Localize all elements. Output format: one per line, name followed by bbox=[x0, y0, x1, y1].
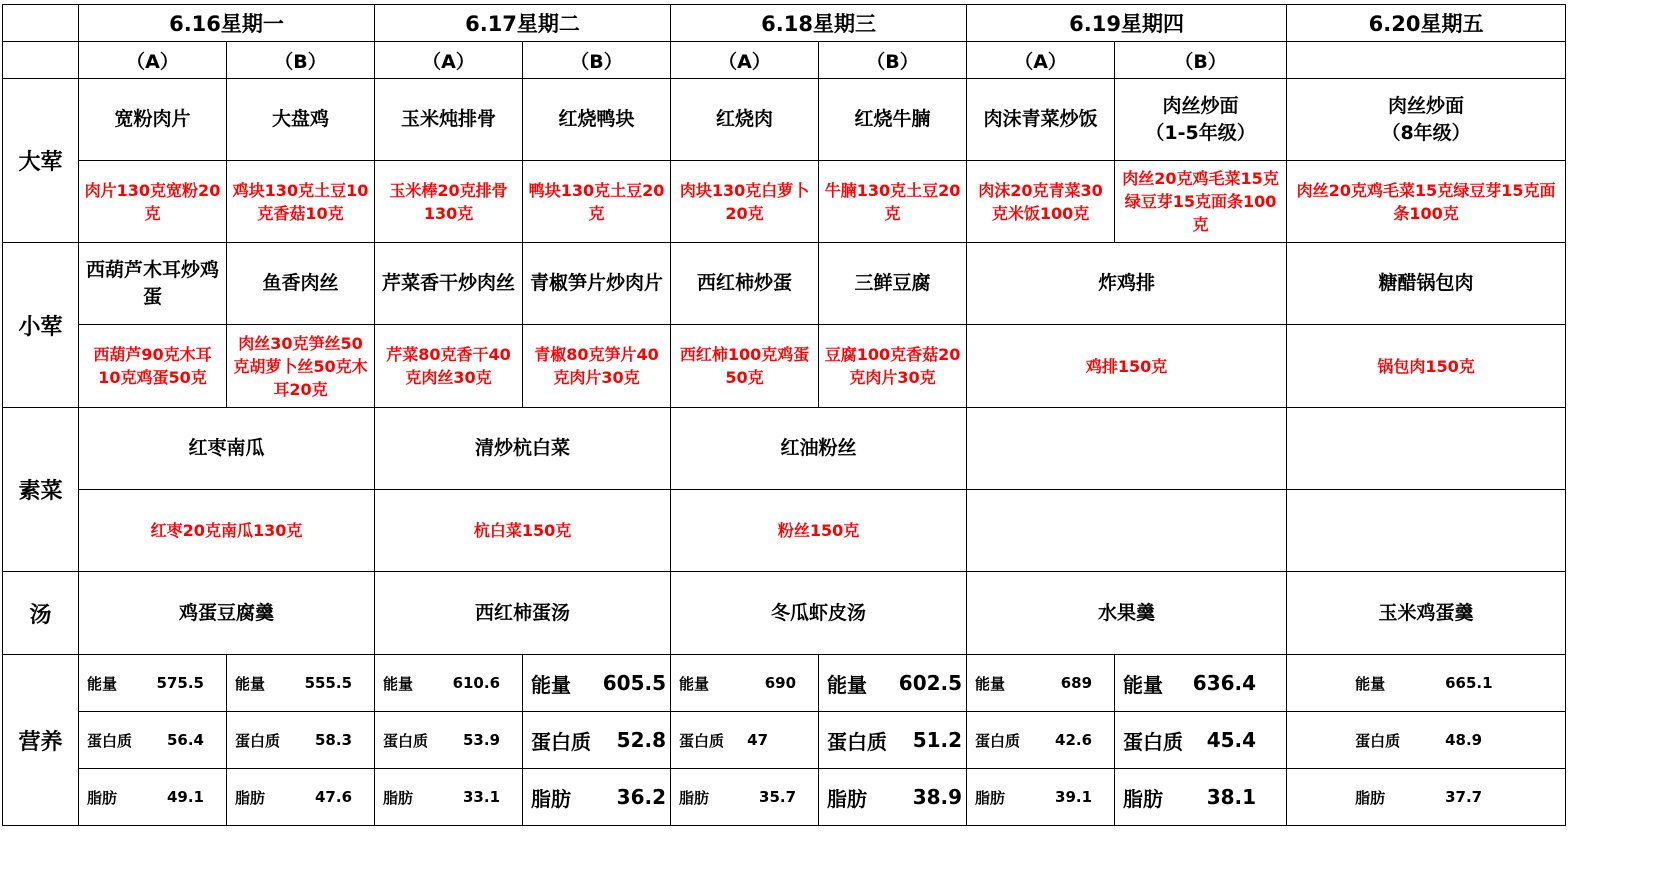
day-wed: 6.18星期三 bbox=[671, 5, 967, 42]
energy-label: 能量 bbox=[235, 674, 266, 693]
small-dish-row bbox=[3, 243, 1566, 325]
protein-value: 53.9 bbox=[463, 731, 501, 749]
energy-value: 575.5 bbox=[156, 674, 204, 692]
option-a: （A） bbox=[375, 42, 523, 79]
day-mon: 6.16星期一 bbox=[79, 5, 375, 42]
main-dish-row bbox=[3, 79, 1566, 161]
energy-value: 690 bbox=[764, 674, 797, 692]
veg-dish-row bbox=[3, 408, 1566, 490]
protein-label: 蛋白质 bbox=[383, 731, 429, 750]
protein-label: 蛋白质 bbox=[679, 731, 725, 750]
main-ingredients: 牛腩130克土豆20克 bbox=[819, 161, 967, 243]
small-dish: 糖醋锅包肉 bbox=[1287, 243, 1566, 325]
nutrition-fat-row bbox=[3, 769, 1566, 826]
energy-label: 能量 bbox=[827, 672, 868, 697]
small-dish: 西红柿炒蛋 bbox=[671, 243, 819, 325]
energy-label: 能量 bbox=[383, 674, 414, 693]
small-dish: 炸鸡排 bbox=[967, 243, 1287, 325]
main-ingredients: 肉丝20克鸡毛菜15克绿豆芽15克面条100克 bbox=[1115, 161, 1287, 243]
soup-dish: 鸡蛋豆腐羹 bbox=[79, 572, 375, 655]
veg-dish-empty bbox=[1287, 408, 1566, 490]
fat-label: 脂肪 bbox=[827, 786, 868, 811]
main-ingredients: 鸭块130克土豆20克 bbox=[523, 161, 671, 243]
main-ingredients: 肉沫20克青菜30克米饭100克 bbox=[967, 161, 1115, 243]
veg-dish: 红枣南瓜 bbox=[79, 408, 375, 490]
energy-value: 689 bbox=[1060, 674, 1093, 692]
fat-label: 脂肪 bbox=[1123, 786, 1164, 811]
protein-label: 蛋白质 bbox=[235, 731, 281, 750]
fat-value: 49.1 bbox=[166, 788, 204, 806]
protein-value: 51.2 bbox=[912, 728, 963, 752]
option-b: （B） bbox=[819, 42, 967, 79]
fat-label: 脂肪 bbox=[87, 788, 118, 807]
protein-label: 蛋白质 bbox=[1123, 729, 1184, 754]
day-fri: 6.20星期五 bbox=[1287, 5, 1566, 42]
main-dish: 肉沫青菜炒饭 bbox=[967, 79, 1115, 161]
main-ingredients: 肉片130克宽粉20克 bbox=[79, 161, 227, 243]
energy-label: 能量 bbox=[975, 674, 1006, 693]
veg-ingredients: 杭白菜150克 bbox=[375, 490, 671, 572]
protein-label: 蛋白质 bbox=[87, 731, 133, 750]
energy-label: 能量 bbox=[1355, 674, 1386, 693]
small-ingredients: 锅包肉150克 bbox=[1287, 325, 1566, 408]
main-ingredients: 鸡块130克土豆10克香菇10克 bbox=[227, 161, 375, 243]
category-soup: 汤 bbox=[3, 572, 79, 655]
energy-value: 665.1 bbox=[1445, 674, 1493, 692]
small-ingredients: 鸡排150克 bbox=[967, 325, 1287, 408]
fat-label: 脂肪 bbox=[531, 786, 572, 811]
veg-dish-empty bbox=[967, 408, 1287, 490]
option-b: （B） bbox=[523, 42, 671, 79]
fat-value: 37.7 bbox=[1445, 788, 1483, 806]
veg-ingredients-empty bbox=[1287, 490, 1566, 572]
veg-dish: 红油粉丝 bbox=[671, 408, 967, 490]
protein-value: 58.3 bbox=[315, 731, 353, 749]
energy-value: 605.5 bbox=[602, 671, 667, 695]
nutrition-protein-row bbox=[3, 712, 1566, 769]
option-a: （A） bbox=[967, 42, 1115, 79]
category-small: 小荤 bbox=[3, 243, 79, 408]
protein-value: 42.6 bbox=[1055, 731, 1093, 749]
main-dish: 红烧牛腩 bbox=[819, 79, 967, 161]
energy-label: 能量 bbox=[679, 674, 710, 693]
fat-label: 脂肪 bbox=[975, 788, 1006, 807]
protein-label: 蛋白质 bbox=[1355, 731, 1401, 750]
energy-label: 能量 bbox=[1123, 672, 1164, 697]
veg-ingredients: 粉丝150克 bbox=[671, 490, 967, 572]
energy-label: 能量 bbox=[87, 674, 118, 693]
small-dish: 西葫芦木耳炒鸡蛋 bbox=[79, 243, 227, 325]
fat-value: 38.9 bbox=[912, 785, 963, 809]
option-b: （B） bbox=[227, 42, 375, 79]
day-header-row bbox=[3, 5, 1566, 42]
option-a: （A） bbox=[79, 42, 227, 79]
main-dish: 红烧肉 bbox=[671, 79, 819, 161]
main-dish: 肉丝炒面 （1-5年级） bbox=[1115, 79, 1287, 161]
small-ingredients: 芹菜80克香干40克肉丝30克 bbox=[375, 325, 523, 408]
option-a: （A） bbox=[671, 42, 819, 79]
option-row bbox=[3, 42, 1566, 79]
veg-ingredients-empty bbox=[967, 490, 1287, 572]
day-tue: 6.17星期二 bbox=[375, 5, 671, 42]
energy-value: 636.4 bbox=[1192, 671, 1257, 695]
energy-label: 能量 bbox=[531, 672, 572, 697]
corner-cell bbox=[3, 5, 79, 42]
option-b: （B） bbox=[1115, 42, 1287, 79]
protein-label: 蛋白质 bbox=[827, 729, 888, 754]
main-ingredients: 玉米棒20克排骨130克 bbox=[375, 161, 523, 243]
fat-value: 36.2 bbox=[616, 785, 667, 809]
small-ingredients: 西红柿100克鸡蛋50克 bbox=[671, 325, 819, 408]
fat-label: 脂肪 bbox=[1355, 788, 1386, 807]
small-dish: 青椒笋片炒肉片 bbox=[523, 243, 671, 325]
soup-dish: 冬瓜虾皮汤 bbox=[671, 572, 967, 655]
protein-value: 45.4 bbox=[1206, 728, 1257, 752]
veg-dish: 清炒杭白菜 bbox=[375, 408, 671, 490]
small-dish: 芹菜香干炒肉丝 bbox=[375, 243, 523, 325]
option-empty bbox=[1287, 42, 1566, 79]
fat-label: 脂肪 bbox=[679, 788, 710, 807]
fat-value: 39.1 bbox=[1055, 788, 1093, 806]
small-ingredients: 青椒80克笋片40克肉片30克 bbox=[523, 325, 671, 408]
day-thu: 6.19星期四 bbox=[967, 5, 1287, 42]
protein-label: 蛋白质 bbox=[531, 729, 592, 754]
small-dish: 鱼香肉丝 bbox=[227, 243, 375, 325]
option-row-label bbox=[3, 42, 79, 79]
protein-value: 56.4 bbox=[166, 731, 204, 749]
protein-value: 48.9 bbox=[1445, 731, 1483, 749]
fat-label: 脂肪 bbox=[383, 788, 414, 807]
fat-value: 38.1 bbox=[1206, 785, 1257, 809]
small-dish: 三鲜豆腐 bbox=[819, 243, 967, 325]
main-dish: 红烧鸭块 bbox=[523, 79, 671, 161]
fat-value: 47.6 bbox=[315, 788, 353, 806]
main-dish: 玉米炖排骨 bbox=[375, 79, 523, 161]
soup-dish: 西红柿蛋汤 bbox=[375, 572, 671, 655]
main-dish: 宽粉肉片 bbox=[79, 79, 227, 161]
small-ingredient-row bbox=[3, 325, 1566, 408]
energy-value: 555.5 bbox=[304, 674, 353, 692]
soup-dish: 玉米鸡蛋羹 bbox=[1287, 572, 1566, 655]
category-nutrition: 营养 bbox=[3, 655, 79, 826]
soup-dish: 水果羹 bbox=[967, 572, 1287, 655]
nutrition-energy-row bbox=[3, 655, 1566, 712]
category-veg: 素菜 bbox=[3, 408, 79, 572]
main-ingredient-row bbox=[3, 161, 1566, 243]
protein-value: 52.8 bbox=[616, 728, 667, 752]
main-ingredients: 肉块130克白萝卜20克 bbox=[671, 161, 819, 243]
fat-value: 33.1 bbox=[463, 788, 501, 806]
veg-ingredient-row bbox=[3, 490, 1566, 572]
protein-label: 蛋白质 bbox=[975, 731, 1021, 750]
main-dish: 大盘鸡 bbox=[227, 79, 375, 161]
small-ingredients: 肉丝30克笋丝50克胡萝卜丝50克木耳20克 bbox=[227, 325, 375, 408]
protein-value: 47 bbox=[747, 731, 769, 749]
main-ingredients: 肉丝20克鸡毛菜15克绿豆芽15克面条100克 bbox=[1287, 161, 1566, 243]
fat-label: 脂肪 bbox=[235, 788, 266, 807]
fat-value: 35.7 bbox=[759, 788, 797, 806]
small-ingredients: 西葫芦90克木耳10克鸡蛋50克 bbox=[79, 325, 227, 408]
small-ingredients: 豆腐100克香菇20克肉片30克 bbox=[819, 325, 967, 408]
veg-ingredients: 红枣20克南瓜130克 bbox=[79, 490, 375, 572]
main-dish: 肉丝炒面 （8年级） bbox=[1287, 79, 1566, 161]
category-main: 大荤 bbox=[3, 79, 79, 243]
soup-row bbox=[3, 572, 1566, 655]
energy-value: 610.6 bbox=[452, 674, 501, 692]
weekly-menu-table bbox=[2, 4, 1566, 826]
energy-value: 602.5 bbox=[898, 671, 963, 695]
